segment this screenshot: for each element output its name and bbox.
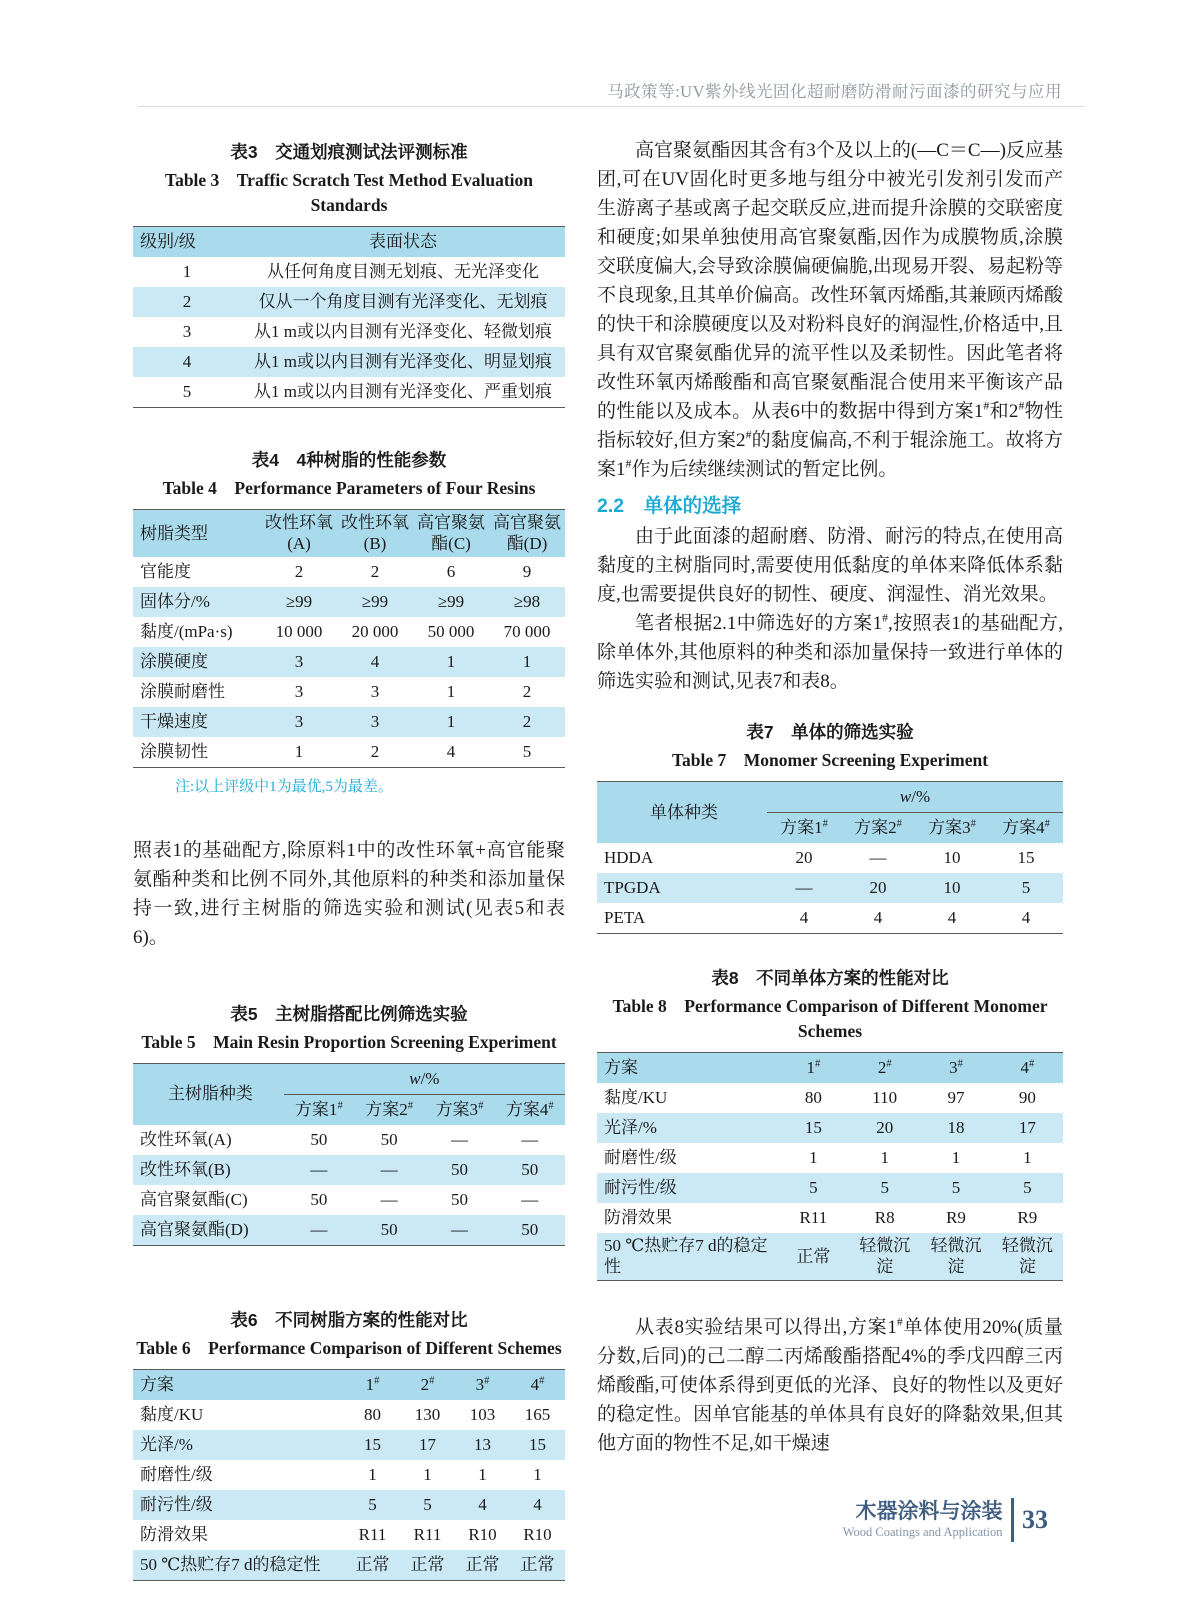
table-cell: — — [424, 1215, 494, 1246]
table-4 — [133, 509, 565, 768]
table-row — [133, 1550, 565, 1581]
table-cell: 1 — [423, 1464, 432, 1484]
table-cell: 1 — [413, 647, 489, 677]
table-cell: 方案2# — [354, 1094, 424, 1125]
table-cell: 50 — [450, 1189, 468, 1209]
table-header-row — [133, 510, 565, 557]
table-row — [597, 1203, 1063, 1233]
table-cell: 50 — [310, 1189, 328, 1209]
table5-title-cn: 表5 主树脂搭配比例筛选实验 — [230, 1003, 468, 1024]
table-row — [597, 1113, 1063, 1143]
table-cell: 黏度/KU — [604, 1088, 668, 1108]
table-cell: 2# — [400, 1369, 455, 1400]
table-header-row — [597, 1053, 1063, 1084]
table-cell: 防滑效果 — [140, 1524, 208, 1544]
journal-name-en: Wood Coatings and Application — [842, 1525, 1003, 1539]
table-row — [133, 1490, 565, 1520]
table-header-row — [133, 1063, 565, 1094]
table-cell: — — [450, 1129, 468, 1149]
table-cell: 15 — [778, 1113, 849, 1143]
table-cell: 方案1# — [284, 1094, 354, 1125]
table-cell: 防滑效果 — [604, 1208, 672, 1228]
table-row — [133, 587, 565, 617]
page-footer — [843, 1498, 1048, 1542]
table-cell: 1 — [489, 647, 565, 677]
table-cell: 方案3# — [915, 813, 989, 844]
table-cell: 改性环氧(B) — [133, 1155, 284, 1185]
body-paragraph-2: 由于此面漆的超耐磨、防滑、耐污的特点,在使用高黏度的主树脂同时,需要使用低黏度的单体来降低体系黏度,也需要提供良好的韧性、硬度、润湿性、消光效果。 — [597, 526, 1063, 605]
table-cell: 1 — [1023, 1148, 1032, 1168]
table-cell: 方案3# — [424, 1094, 494, 1125]
table3-title — [133, 140, 565, 218]
table-cell: 主树脂种类 — [133, 1063, 284, 1125]
table-cell: 1 — [951, 1148, 961, 1168]
table-cell: 1# — [345, 1369, 400, 1400]
table-cell: 1 — [533, 1464, 542, 1484]
table-cell: 110 — [872, 1088, 898, 1108]
table-cell: 50 — [495, 1215, 565, 1246]
journal-name-block — [843, 1500, 1003, 1540]
table-cell: 4 — [337, 647, 413, 677]
table-cell: ≥99 — [261, 587, 337, 617]
table-cell: 干燥速度 — [133, 707, 261, 737]
table-cell: HDDA — [604, 848, 654, 868]
table-cell: R8 — [874, 1208, 895, 1228]
table-cell: 1 — [182, 262, 192, 282]
table-cell: 4 — [799, 908, 809, 928]
table-cell: 3 — [370, 681, 380, 701]
table-7 — [597, 781, 1063, 934]
table-cell: 4 — [873, 908, 883, 928]
table-cell: 从1 m或以内目测有光泽变化、轻微划痕 — [254, 322, 552, 342]
table-cell: 涂膜硬度 — [133, 647, 261, 677]
table-row — [597, 903, 1063, 934]
table3-title-cn: 表3 交通划痕测试法评测标准 — [230, 142, 468, 162]
table-cell: 4# — [510, 1369, 565, 1400]
table-cell: TPGDA — [597, 873, 767, 903]
table-cell: 80 — [364, 1404, 381, 1424]
table-cell: — — [284, 1155, 354, 1185]
table-cell: 50 — [310, 1129, 328, 1149]
table-row — [597, 1083, 1063, 1113]
table-cell: 2 — [489, 707, 565, 737]
table-cell: 165 — [524, 1404, 551, 1424]
table-cell: 1 — [368, 1464, 377, 1484]
table-cell: ≥99 — [337, 587, 413, 617]
table-row — [133, 617, 565, 647]
table-cell: 4 — [947, 908, 957, 928]
table-cell: 黏度/KU — [140, 1404, 204, 1424]
table-cell: 正常 — [510, 1550, 565, 1581]
table-cell: 50 — [380, 1129, 398, 1149]
table-cell: 耐磨性/级 — [140, 1464, 213, 1484]
table-cell: 涂膜韧性 — [140, 741, 208, 761]
table-cell: R10 — [468, 1524, 497, 1544]
table-cell: — — [354, 1155, 424, 1185]
table-cell: 高官聚氨酯(D) — [133, 1215, 284, 1246]
table-cell: R11 — [799, 1208, 828, 1228]
table6-title-en: Table 6 Performance Comparison of Different Schemes — [136, 1337, 562, 1358]
table-row — [133, 557, 565, 587]
table-cell: 10 000 — [275, 621, 323, 641]
table-cell: 5 — [992, 1173, 1063, 1203]
body-paragraph-4: 从表8实验结果可以得出,方案1#单体使用20%(质量分数,后同)的己二醇二丙烯酸酯搭配4%的季戊四醇三丙烯酸酯,可使体系得到更低的光泽、良好的物性以及更好的稳定性。因单官能基的单体具有良好的降黏效果,但其他方面的物性不足,如干燥速 — [597, 1315, 1063, 1454]
table-row — [133, 347, 565, 377]
table-cell: w/% — [767, 782, 1063, 813]
table-cell: 4# — [992, 1053, 1063, 1084]
table-cell: 从1 m或以内目测有光泽变化、严重划痕 — [254, 382, 552, 402]
table-row — [133, 707, 565, 737]
table-row — [133, 1400, 565, 1430]
table-cell: 103 — [469, 1404, 496, 1424]
table-cell: 轻微沉淀 — [849, 1233, 920, 1280]
table-cell: 级别/级 — [133, 227, 241, 258]
table-cell: 改性环氧(B) — [337, 510, 413, 557]
section-heading-2-2: 2.2 单体的选择 — [597, 495, 742, 517]
table-cell: 3 — [261, 647, 337, 677]
table-cell: 涂膜耐磨性 — [140, 681, 225, 701]
table-cell: w/% — [284, 1063, 565, 1094]
table-cell: 10 — [943, 848, 961, 868]
table-cell: 耐磨性/级 — [604, 1148, 677, 1168]
table-cell: 3 — [182, 322, 192, 342]
footer-divider-bar — [1011, 1498, 1015, 1542]
body-paragraph-3: 笔者根据2.1中筛选好的方案1#,按照表1的基础配方,除单体外,其他原料的种类和添加量保持一致进行单体的筛选实验和测试,见表7和表8。 — [597, 611, 1063, 692]
table-cell: 3# — [920, 1053, 991, 1084]
table-3 — [133, 226, 565, 408]
table-cell: ≥98 — [489, 587, 565, 617]
table-row — [597, 1173, 1063, 1203]
table-cell: 3 — [261, 707, 337, 737]
table-row — [597, 873, 1063, 903]
table-cell: 2 — [133, 287, 241, 317]
table-5 — [133, 1063, 565, 1246]
table-cell: — — [380, 1189, 398, 1209]
table-cell: 轻微沉淀 — [992, 1233, 1063, 1280]
table-row — [133, 1125, 565, 1155]
table-cell: 20 — [849, 1113, 920, 1143]
table-cell: 2# — [849, 1053, 920, 1084]
table-cell: 20 — [841, 873, 915, 903]
table-row — [133, 647, 565, 677]
table8-title — [597, 966, 1063, 1044]
table-row — [133, 677, 565, 707]
table-cell: 15 — [510, 1430, 565, 1460]
table7-title-en: Table 7 Monomer Screening Experiment — [671, 750, 989, 770]
table-cell: 15 — [345, 1430, 400, 1460]
table-cell: 20 — [795, 848, 813, 868]
table-cell: 方案 — [597, 1053, 778, 1084]
table4-title — [133, 448, 565, 501]
right-column — [597, 130, 1063, 1458]
table-cell: 50 ℃热贮存7 d的稳定性 — [597, 1233, 778, 1280]
table6-title-cn: 表6 不同树脂方案的性能对比 — [230, 1309, 468, 1330]
table-cell: — — [869, 848, 887, 868]
table-cell: — — [767, 873, 841, 903]
page-number: 33 — [1022, 1505, 1048, 1534]
table-cell: 17 — [400, 1430, 455, 1460]
table-cell: 2 — [370, 561, 380, 581]
table-cell: 90 — [1018, 1088, 1036, 1108]
table-cell: 1 — [478, 1464, 487, 1484]
table-cell: 9 — [522, 561, 532, 581]
table-cell: 5 — [778, 1173, 849, 1203]
table-cell: — — [284, 1215, 354, 1246]
table-cell: 50 — [424, 1155, 494, 1185]
table-cell: 方案4# — [989, 813, 1063, 844]
table-cell: 光泽/% — [597, 1113, 778, 1143]
table-cell: 130 — [414, 1404, 441, 1424]
table-cell: 13 — [455, 1430, 510, 1460]
table-cell: 1# — [778, 1053, 849, 1084]
table-cell: 1 — [294, 741, 304, 761]
table-cell: PETA — [604, 908, 646, 928]
table-row — [133, 257, 565, 287]
table-cell: 3# — [455, 1369, 510, 1400]
table-cell: 18 — [920, 1113, 991, 1143]
table-cell: 50 000 — [427, 621, 475, 641]
left-column — [133, 130, 565, 1581]
table-row — [597, 843, 1063, 873]
table-cell: 正常 — [455, 1550, 510, 1581]
table-cell: 10 — [915, 873, 989, 903]
table7-title — [597, 720, 1063, 773]
table-cell: 17 — [992, 1113, 1063, 1143]
table-6 — [133, 1369, 565, 1581]
table-cell: R11 — [413, 1524, 442, 1544]
table8-title-en: Table 8 Performance Comparison of Different Monomer Schemes — [612, 996, 1048, 1041]
table-cell: 方案1# — [767, 813, 841, 844]
table-row — [133, 317, 565, 347]
table4-title-en: Table 4 Performance Parameters of Four Resins — [162, 478, 536, 498]
table-cell: 50 — [354, 1215, 424, 1246]
table7-title-cn: 表7 单体的筛选实验 — [746, 722, 914, 742]
table-cell: 5 — [989, 873, 1063, 903]
table-cell: 1 — [446, 681, 456, 701]
table-cell: 树脂类型 — [133, 510, 261, 557]
table-cell: 97 — [947, 1088, 965, 1108]
header-divider — [138, 106, 1085, 107]
table4-title-cn: 表4 4种树脂的性能参数 — [251, 450, 447, 470]
table-cell: 5 — [522, 741, 532, 761]
table-cell: 从1 m或以内目测有光泽变化、明显划痕 — [241, 347, 565, 377]
table-cell: 2 — [370, 741, 380, 761]
table-cell: 方案2# — [841, 813, 915, 844]
table-cell: 仅从一个角度目测有光泽变化、无划痕 — [241, 287, 565, 317]
journal-name-cn: 木器涂料与涂装 — [855, 1500, 1003, 1523]
table5-title-en: Table 5 Main Resin Proportion Screening Experiment — [141, 1031, 557, 1052]
table-cell: 3 — [337, 707, 413, 737]
table-cell: 黏度/(mPa·s) — [140, 621, 233, 641]
table-row — [133, 377, 565, 408]
table-cell: R10 — [523, 1524, 552, 1544]
table-cell: R11 — [358, 1524, 387, 1544]
table-cell: R9 — [1017, 1208, 1038, 1228]
table-cell: 高官聚氨酯(D) — [489, 510, 565, 557]
table-cell: — — [521, 1129, 539, 1149]
table-cell: 5 — [345, 1490, 400, 1520]
table-row — [133, 1460, 565, 1490]
table-cell: 3 — [294, 681, 304, 701]
table-cell: 1 — [880, 1148, 889, 1168]
table-cell: 改性环氧(A) — [140, 1129, 232, 1149]
table-row — [133, 1155, 565, 1185]
table-8 — [597, 1052, 1063, 1281]
table-row — [133, 1185, 565, 1215]
table-cell: 轻微沉淀 — [920, 1233, 991, 1280]
table-cell: 5 — [849, 1173, 920, 1203]
table-cell: 50 ℃热贮存7 d的稳定性 — [133, 1550, 345, 1581]
table-cell: 方案4# — [495, 1094, 565, 1125]
table-row — [133, 1215, 565, 1246]
table-cell: 高官聚氨酯(C) — [140, 1189, 248, 1209]
table-cell: 单体种类 — [597, 782, 767, 844]
table-cell: 1 — [809, 1148, 818, 1168]
table-row — [597, 1143, 1063, 1173]
table-cell: 5 — [400, 1490, 455, 1520]
table-row — [597, 1233, 1063, 1280]
table-cell: 4 — [133, 347, 241, 377]
table5-title — [133, 1002, 565, 1055]
table-header-row — [133, 1369, 565, 1400]
table-cell: R9 — [946, 1208, 966, 1228]
table-row — [133, 1520, 565, 1550]
running-head: 马政策等:UV紫外线光固化超耐磨防滑耐污面漆的研究与应用 — [607, 82, 1062, 101]
table4-note: 注:以上评级中1为最优,5为最差。 — [175, 778, 393, 795]
table-cell: 50 — [495, 1155, 565, 1185]
table-cell: 80 — [804, 1088, 822, 1108]
table-cell: 6 — [446, 561, 456, 581]
table-cell: 官能度 — [140, 561, 191, 581]
table-cell: 方案 — [133, 1369, 345, 1400]
table-cell: 从任何角度目测无划痕、无光泽变化 — [267, 262, 539, 282]
table-cell: 4 — [446, 741, 456, 761]
table-header-row — [133, 227, 565, 258]
table-cell: 20 000 — [351, 621, 399, 641]
table-row — [133, 1430, 565, 1460]
table3-title-en: Table 3 Traffic Scratch Test Method Evaluation Standards — [165, 170, 533, 215]
table-cell: 4 — [510, 1490, 565, 1520]
table-cell: 光泽/% — [133, 1430, 345, 1460]
table-cell: 1 — [413, 707, 489, 737]
table-cell: 70 000 — [503, 621, 551, 641]
table-cell: 耐污性/级 — [133, 1490, 345, 1520]
table-cell: — — [521, 1189, 539, 1209]
table-row — [133, 287, 565, 317]
table-cell: 高官聚氨酯(C) — [413, 510, 489, 557]
table-cell: 4 — [455, 1490, 510, 1520]
table-cell: 改性环氧(A) — [261, 510, 337, 557]
table-cell: 15 — [1017, 848, 1035, 868]
table-cell: 正常 — [345, 1550, 400, 1581]
table-cell: 固体分/% — [133, 587, 261, 617]
table-cell: 5 — [920, 1173, 991, 1203]
table-cell: 4 — [1021, 908, 1031, 928]
table-header-row — [597, 782, 1063, 813]
table-cell: ≥99 — [413, 587, 489, 617]
table-cell: 表面状态 — [241, 227, 565, 258]
table-cell: 2 — [294, 561, 304, 581]
table-cell: 2 — [522, 681, 532, 701]
table-cell: 耐污性/级 — [597, 1173, 778, 1203]
table-cell: 正常 — [400, 1550, 455, 1581]
table-cell: 5 — [182, 382, 192, 402]
table-row — [133, 737, 565, 768]
table-cell: 正常 — [778, 1233, 849, 1280]
left-paragraph: 照表1的基础配方,除原料1中的改性环氧+高官能聚氨酯种类和比例不同外,其他原料的种类和添加量保持一致,进行主树脂的筛选实验和测试(见表5和表6)。 — [133, 839, 565, 948]
table6-title — [133, 1308, 565, 1361]
table8-title-cn: 表8 不同单体方案的性能对比 — [711, 968, 949, 988]
body-paragraph-1: 高官聚氨酯因其含有3个及以上的(—C＝C—)反应基团,可在UV固化时更多地与组分中被光引发剂引发而产生游离子基或离子起交联反应,进而提升涂膜的交联密度和硬度;如果单独使用高官聚氨酯,因作为成膜物质,涂膜交联度偏大,会导致涂膜偏硬偏脆,出现易开裂、易起粉等不良现象,且其单价偏高。改性环氧丙烯酯,其兼顾丙烯酸的快干和涂膜硬度以及对粉料良好的润湿性,价格适中,且具有双官聚氨酯优异的流平性以及柔韧性。因此笔者将改性环氧丙烯酸酯和高官聚氨酯混合使用来平衡该产品的性能以及成本。从表6中的数据中得到方案1#和2#物性指标较好,但方案2#的黏度偏高,不利于辊涂施工。故将方案1#作为后续继续测试的暂定比例。 — [597, 140, 1063, 480]
